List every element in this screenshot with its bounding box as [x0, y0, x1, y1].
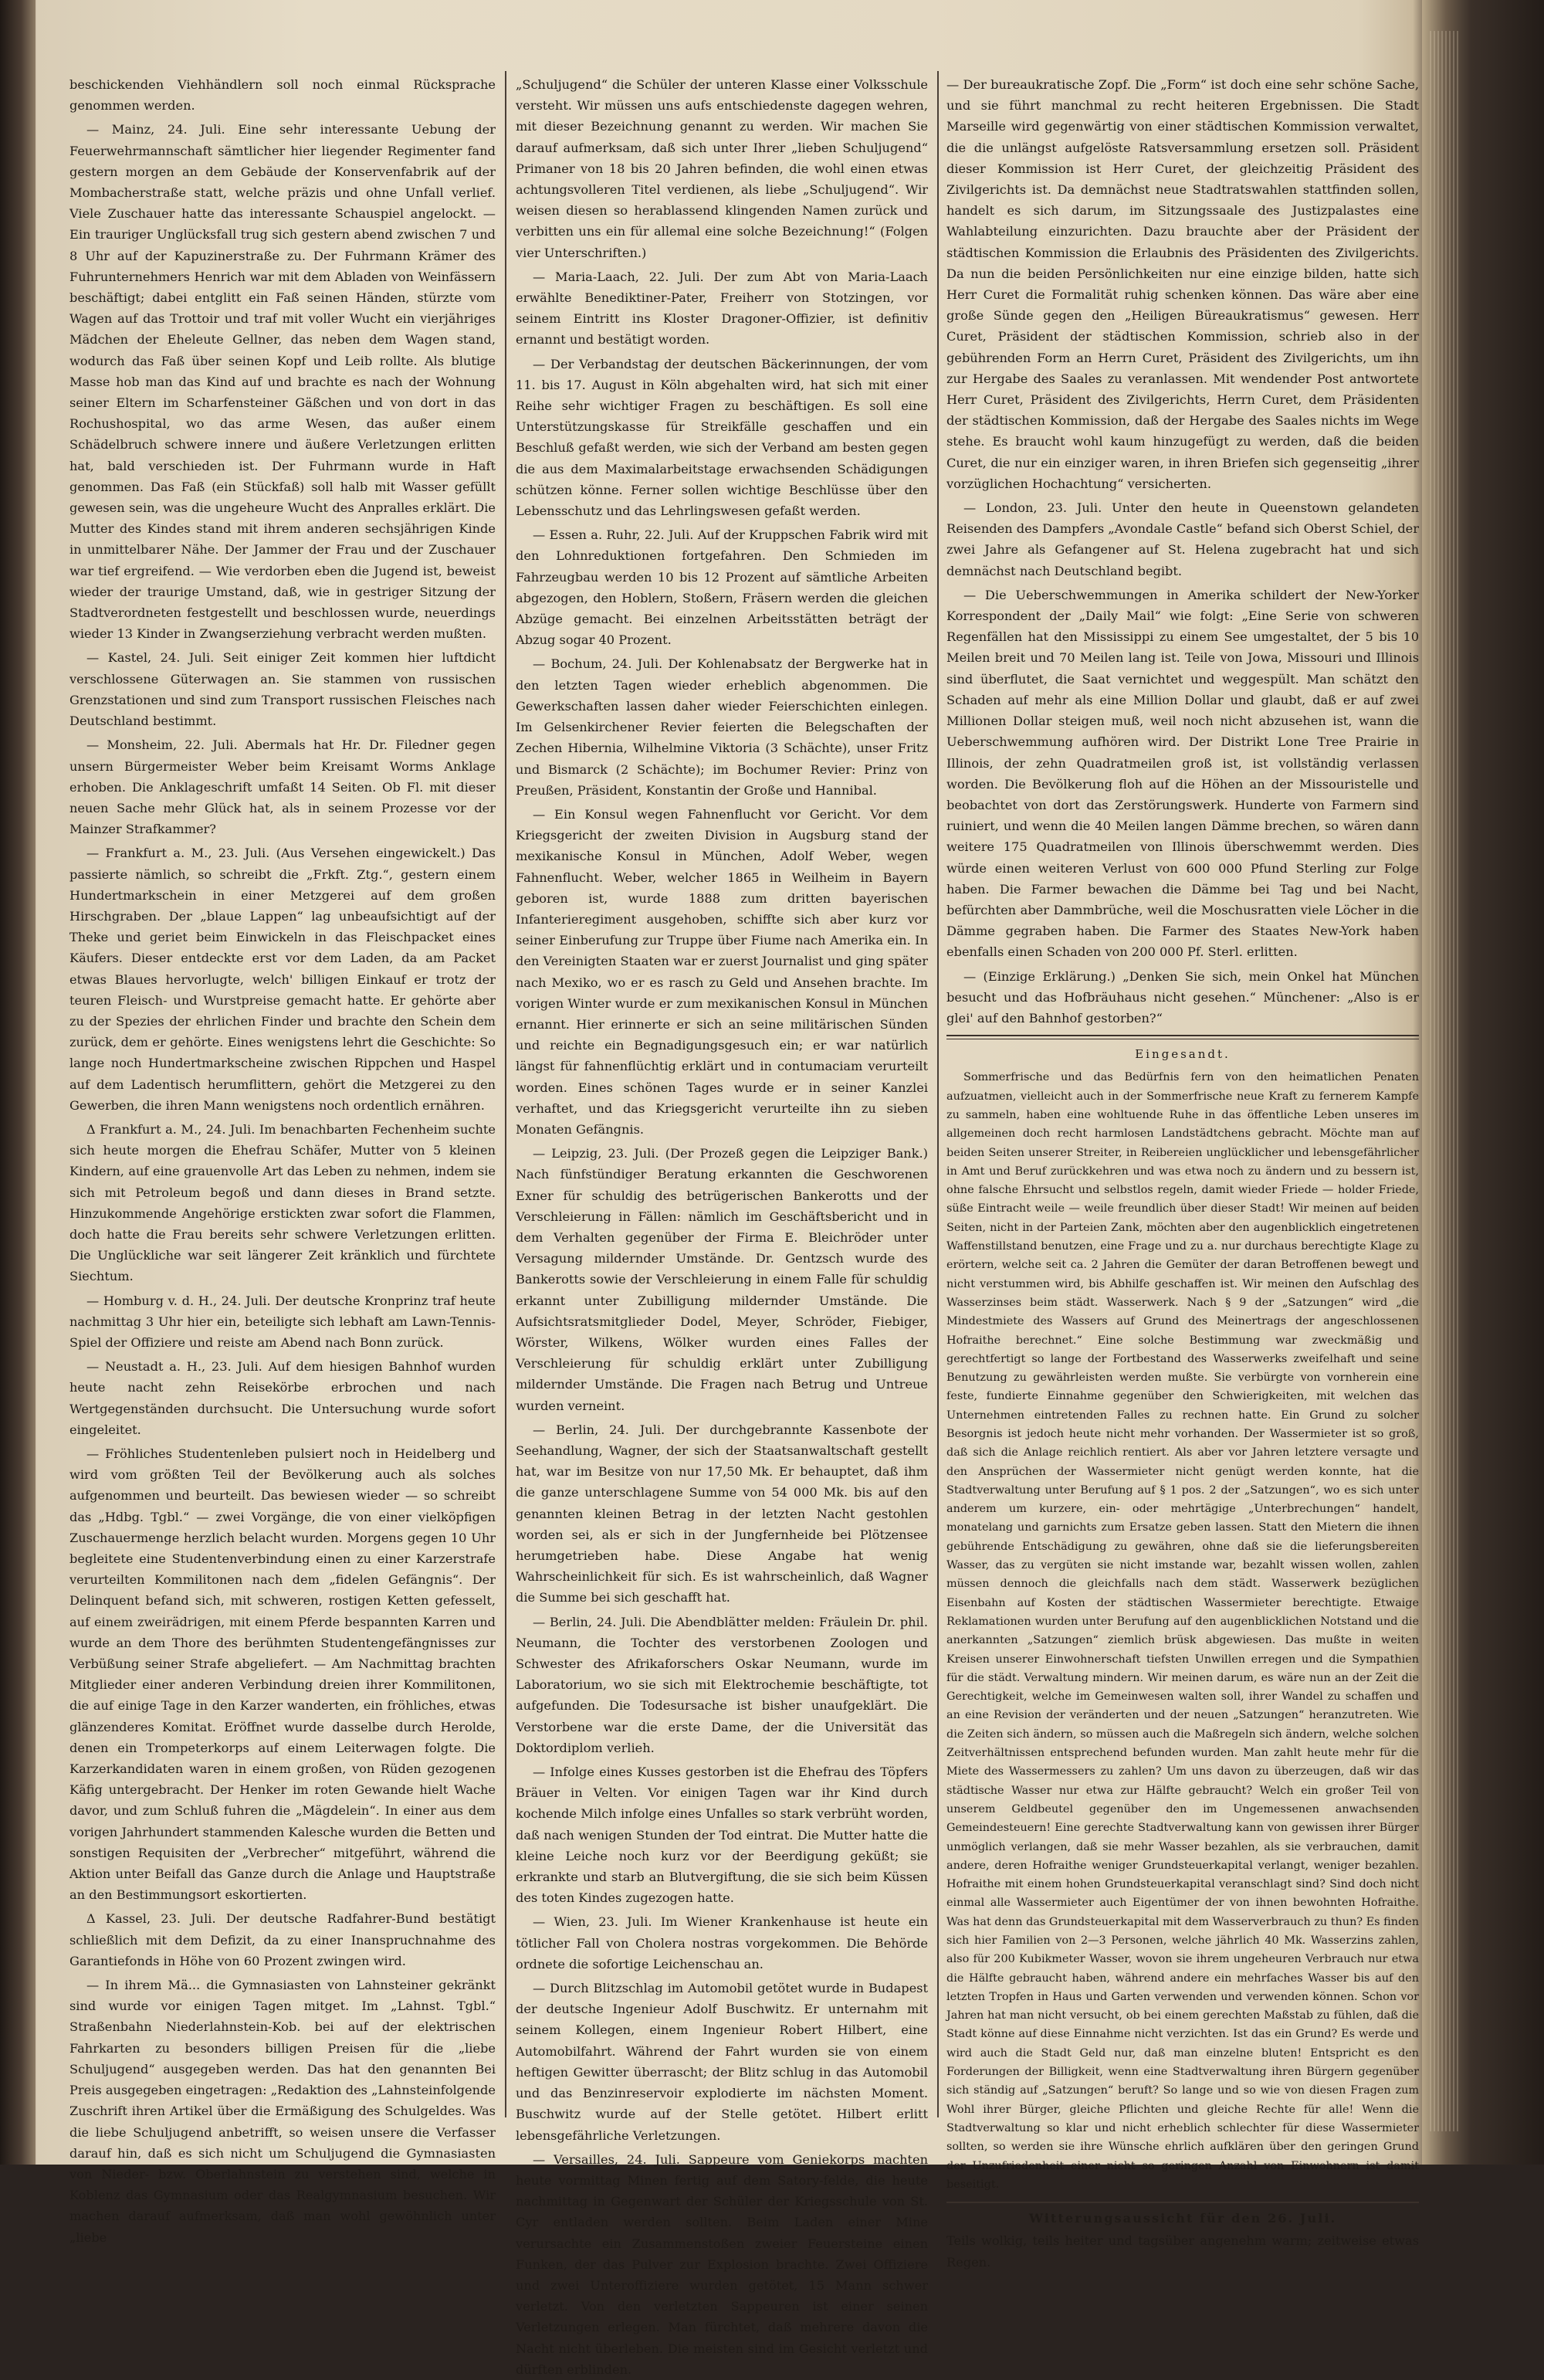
weather-divider: [946, 2202, 1419, 2203]
article-paragraph: — Bochum, 24. Juli. Der Kohlenabsatz der Bergwerke hat in den letzten Tagen wieder erheblich abgenommen. Die Gewerkschaften lassen daher wieder Feierschichten einlegen. Im Gelsenkirchener Revier feierten die Belegschaften der Zechen Hibernia, Wilhelmine Viktoria (3 Schächte), unser Fritz und Bismarck (2 Schächte); im Bochumer Revier: Prinz von Preußen, Präsident, Konstantin der Große und Hannibal.: [516, 656, 928, 798]
article-paragraph: — Frankfurt a. M., 23. Juli. (Aus Versehen eingewickelt.) Das passierte nämlich, so schreibt die „Frkft. Ztg.“, gestern einem Hundertmarkschein in einer Metzgerei auf dem großen Hirschgraben. Der „blaue Lappen“ lag unbeaufsichtigt auf der Theke und geriet beim Einwickeln in das Fleischpacket eines Käufers. Dieser entdeckte erst vor dem Laden, da am Packet etwas Blaues hervorlugte, welch' billigen Einkauf er trotz der teuren Fleisch- und Wurstpreise gemacht hatte. Er gehörte aber zu der Spezies der ehrlichen Finder und brachte den Schein dem zurück, dem er gehörte. Eines wenigstens lehrt die Geschichte: So lange noch Hundertmarkscheine zwischen Rippchen und Haspel auf dem Ladentisch herumflittern, gehört die Metzgerei zu den Gewerben, die ihren Mann wenigstens noch ordentlich ernähren.: [69, 846, 496, 1113]
article-paragraph: Δ Frankfurt a. M., 24. Juli. Im benachbarten Fechenheim suchte sich heute morgen die Ehefrau Schäfer, Mutter von 5 kleinen Kindern, auf eine grauenvolle Art das Leben zu nehmen, indem sie sich mit Petroleum begoß und dann dieses in Brand setzte. Hinzukommende Angehörige erstickten zwar sofort die Flammen, doch hatte die Frau bereits sehr schwere Verletzungen erlitten. Die Unglückliche war seit längerer Zeit kränklich und fürchtete Siechtum.: [69, 1121, 496, 1284]
article-paragraph: — (Einzige Erklärung.) „Denken Sie sich, mein Onkel hat München besucht und das Hofbräuhaus nicht gesehen.“ Münchener: „Also is er glei' auf den Bahnhof gestorben?“: [946, 968, 1419, 1026]
article-paragraph: — In ihrem Mä... die Gymnasiasten von Lahnsteiner gekränkt sind wurde vor einigen Tagen mitget. Im „Lahnst. Tgbl.“ Straßenbahn Niederlahnstein-Kob. bei auf der elektrischen Fahrkarten zu besonders billigen Preisen für die „liebe Schuljugend“ ausgegeben werden. Das hat den genannten Bei Preis ausgegeben eingetragen: „Redaktion des „Lahnsteinfolgende Zuschrift ihren Artikel über die Ermäßigung des Schulgeldes. Was die liebe Schuljugend anbetrifft, so weisen unsere die Verfasser darauf hin, daß es sich nicht um Schuljugend die Gymnasiasten von Nieder- bzw. Oberlahnstein zu verstehen sind, welche in Koblenz das Gymnasium oder das Realgymnasium besuchen. Wir machen darauf aufmerksam, daß man wohl gewöhnlich unter „liebe: [69, 1978, 496, 2245]
article-paragraph: — Berlin, 24. Juli. Die Abendblätter melden: Fräulein Dr. phil. Neumann, die Tochter des verstorbenen Zoologen und Schwester des Afrikaforschers Oskar Neumann, wurde im Laboratorium, wo sie sich mit Elektrochemie beschäftigte, tot aufgefunden. Die Todesursache ist bisher unaufgeklärt. Die Verstorbene war die erste Dame, der die Universität das Doktordiplom verlieh.: [516, 1614, 928, 1755]
article-paragraph: — Infolge eines Kusses gestorben ist die Ehefrau des Töpfers Bräuer in Velten. Vor einigen Tagen war ihr Kind durch kochende Milch infolge eines Unfalles so stark verbrüht worden, daß nach wenigen Stunden der Tod eintrat. Die Mutter hatte die kleine Leiche noch kurz vor der Beerdigung geküßt; sie erkrankte und starb an Blutvergiftung, die sie sich beim Küssen des toten Kindes zugezogen hatte.: [516, 1765, 928, 1906]
eingesandt-heading: Eingesandt.: [1135, 1047, 1231, 1062]
article-paragraph: — Die Ueberschwemmungen in Amerika schildert der New-Yorker Korrespondent der „Daily Mail“ wie folgt: „Eine Serie von schweren Regenfällen hat den Mississippi zu einem See umgestaltet, der 5 bis 10 Meilen breit und 70 Meilen lang ist. Teile von Jowa, Missouri und Illinois sind überflutet, die Saat vernichtet und weggespült. Man schätzt den Schaden auf mehr als eine Million Dollar und glaubt, daß er auf zwei Millionen Dollar steigen muß, weil noch nicht abzusehen ist, wann die Ueberschwemmung aufhören wird. Der Distrikt Lone Tree Prairie in Illinois, der zehn Quadratmeilen groß ist, ist vollständig verlassen worden. Die Bevölkerung floh auf die Höhen an der Missouristelle und beobachtet von dort das Zerstörungswerk. Hunderte von Farmern sind ruiniert, und wenn die 40 Meilen langen Dämme brechen, so wären dann weitere 175 Quadratmeilen von Illinois überschwemmt werden. Dies würde einen weiteren Verlust von 600 000 Pfund Sterling zur Folge haben. Die Farmer bewachen die Dämme bei Tag und bei Nacht, befürchten aber Dammbrüche, weil die Moschusratten viele Löcher in die Dämme gegraben haben. Die Farmer des Staates New-York haben ebenfalls einen Schaden von 200 000 Pf. Sterl. erlitten.: [946, 587, 1419, 960]
weather-heading: Witterungsaussicht für den 26. Juli.: [1028, 2211, 1337, 2226]
article-paragraph: beschickenden Viehhändlern soll noch einmal Rücksprache genommen werden.: [69, 77, 496, 114]
article-paragraph: — Berlin, 24. Juli. Der durchgebrannte Kassenbote der Seehandlung, Wagner, der sich der Staatsanwaltschaft gestellt hat, war im Besitze von nur 17,50 Mk. Er behauptet, daß ihm die ganze unterschlagene Summe von 54 000 Mk. bis auf den genannten kleinen Betrag in der letzten Nacht gestohlen worden sei, als er sich in der Jungfernheide bei Plötzensee herumgetrieben habe. Diese Angabe hat wenig Wahrscheinlichkeit für sich. Es ist wahrscheinlich, daß Wagner die Summe bei sich geschafft hat.: [516, 1422, 928, 1605]
article-paragraph: — Kastel, 24. Juli. Seit einiger Zeit kommen hier luftdicht verschlossene Güterwagen an. Sie stammen von russischen Grenzstationen und sind zum Transport russischen Fleisches nach Deutschland bestimmt.: [69, 650, 496, 729]
article-paragraph: — Monsheim, 22. Juli. Abermals hat Hr. Dr. Filedner gegen unsern Bürgermeister Weber beim Kreisamt Worms Anklage erhoben. Die Anklageschrift umfaßt 14 Seiten. Ob Fl. mit dieser neuen Sache mehr Glück hat, als in seinem Prozesse vor der Mainzer Strafkammer?: [69, 737, 496, 837]
page-stack-lines: [1430, 31, 1461, 2131]
article-paragraph: — Neustadt a. H., 23. Juli. Auf dem hiesigen Bahnhof wurden heute nacht zehn Reisekörbe erbrochen und nach Wertgegenständen durchsucht. Die Untersuchung wurde sofort eingeleitet.: [69, 1359, 496, 1437]
newspaper-page: [66, 48, 1425, 2377]
article-paragraph: „Schuljugend“ die Schüler der unteren Klasse einer Volksschule versteht. Wir müssen uns aufs entschiedenste dagegen wehren, mit dieser Bezeichnung genannt zu werden. Wir machen Sie darauf aufmerksam, daß sich unter Ihrer „lieben Schuljugend“ Primaner von 18 bis 20 Jahren befinden, die wohl einen etwas achtungsvolleren Titel verdienen, als liebe „Schuljugend“. Wir weisen diesen so herablassend klingenden Namen zurück und verbitten uns ein für allemal eine solche Bezeichnung!“ (Folgen vier Unterschriften.): [516, 77, 928, 260]
article-paragraph: — Essen a. Ruhr, 22. Juli. Auf der Kruppschen Fabrik wird mit den Lohnreduktionen fortgefahren. Den Schmieden im Fahrzeugbau werden 10 bis 12 Prozent auf sämtliche Arbeiten abgezogen, den Hoblern, Stoßern, Fräsern werden die gleichen Abzüge gemacht. Bei einzelnen Arbeitsstätten beträgt der Abzug sogar 40 Prozent.: [516, 527, 928, 648]
article-paragraph: — London, 23. Juli. Unter den heute in Queenstown gelandeten Reisenden des Dampfers „Avondale Castle“ befand sich Oberst Schiel, der zwei Jahre als Gefangener auf St. Helena zugebracht hat und sich demnächst nach Deutschland begibt.: [946, 500, 1419, 578]
weather-text: Teils wolkig, teils heiter und tagsüber angenehm warm; zeitweise etwas Regen.: [946, 2233, 1419, 2270]
column-rule-1: [505, 71, 506, 2117]
article-paragraph: Δ Kassel, 23. Juli. Der deutsche Radfahrer-Bund bestätigt schließlich mit dem Defizit, da zu einer Inanspruchnahme des Garantiefonds in Höhe von 60 Prozent zwingen wird.: [69, 1911, 496, 1968]
article-paragraph: — Homburg v. d. H., 24. Juli. Der deutsche Kronprinz traf heute nachmittag 3 Uhr hier ein, beteiligte sich lebhaft am Lawn-Tennis-Spiel der Offiziere und reiste am Abend nach Bonn zurück.: [69, 1293, 496, 1350]
article-paragraph: — Leipzig, 23. Juli. (Der Prozeß gegen die Leipziger Bank.) Nach fünfstündiger Beratung erkannten die Geschworenen Exner für schuldig des betrügerischen Bankerotts und der Verschleierung in Fällen: nämlich im Geschäftsbericht und in dem Verhalten gegenüber der Firma E. Bleichröder unter Versagung mildernder Umstände. Dr. Gentzsch wurde des Bankerotts sowie der Verschleierung in einem Falle für schuldig erkannt unter Zubilligung mildernder Umstände. Die Aufsichtsratsmitglieder Dodel, Meyer, Schröder, Fiebiger, Wörster, Wilkens, Wölker wurden eines Falles der Verschleierung für schuldig erklärt unter Zubilligung mildernder Umstände. Die Fragen nach Betrug und Untreue wurden verneint.: [516, 1146, 928, 1413]
article-paragraph: — Durch Blitzschlag im Automobil getötet wurde in Budapest der deutsche Ingenieur Adolf Buschwitz. Er unternahm mit seinem Kollegen, einem Ingenieur Robert Hilbert, eine Automobilfahrt. Während der Fahrt wurden sie von einem heftigen Gewitter überrascht; der Blitz schlug in das Automobil und das Benzinreservoir explodierte im nächsten Moment. Buschwitz wurde auf der Stelle getötet. Hilbert erlitt lebensgefährliche Verletzungen.: [516, 1981, 928, 2143]
article-paragraph: — Wien, 23. Juli. Im Wiener Krankenhause ist heute ein tötlicher Fall von Cholera nostras vorgekommen. Die Behörde ordnete die sofortige Leichenschau an.: [516, 1914, 928, 1971]
article-paragraph: — Der bureaukratische Zopf. Die „Form“ ist doch eine sehr schöne Sache, und sie führt manchmal zu recht heiteren Ergebnissen. Die Stadt Marseille wird gegenwärtig von einer städtischen Kommission verwaltet, die die unlängst aufgelöste Ratsversammlung ersetzen soll. Präsident dieser Kommission ist Herr Curet, der gleichzeitig Präsident des Zivilgerichts ist. Da demnächst neue Stadtratswahlen stattfinden sollen, handelt es sich darum, im Sitzungssaale des Justizpalastes eine Wahlabteilung einzurichten. Dazu brauchte aber der Präsident der städtischen Kommission die Erlaubnis des Präsidenten des Zivilgerichts. Da nun die beiden Persönlichkeiten nur eine einzige bilden, hatte sich Herr Curet die Formalität ruhig schenken können. Das wäre aber eine große Sünde gegen den „Heiligen Büreaukratismus“ gewesen. Herr Curet, Präsident der städtischen Kommission, schrieb also in der gebührenden Form an Herrn Curet, Präsident des Zivilgerichts, um ihn zur Hergabe des Saales zu veranlassen. Mit wendender Post antwortete Herr Curet, Präsident des Zivilgerichts, Herrn Curet, dem Präsidenten der städtischen Kommission, daß der Hergabe des Saales nichts im Wege stehe. Es braucht wohl kaum hinzugefügt zu werden, daß die beiden Curet, die nur ein einziger waren, in ihren Briefen sich gegenseitig „ihrer vorzüglichen Hochachtung“ versicherten.: [946, 77, 1419, 491]
article-paragraph: — Fröhliches Studentenleben pulsiert noch in Heidelberg und wird vom größten Teil der Bevölkerung auch als solches aufgenommen und beurteilt. Das bewiesen wieder — so schreibt das „Hdbg. Tgbl.“ — zwei Vorgänge, die von einer vielköpfigen Zuschauermenge herzlich belacht wurden. Morgens gegen 10 Uhr begleitete eine Studentenverbindung einen zu einer Karzerstrafe verurteilten Kommilitonen nach dem „fidelen Gefängnis“. Der Delinquent befand sich, mit schweren, rostigen Ketten gefesselt, auf einem zweirädrigen, mit einem Pferde bespannten Karren und wurde an dem Thore des berühmten Studentengefängnisses zur Verbüßung seiner Strafe abgeliefert. — Am Nachmittag brachten Mitglieder einer anderen Verbindung dreien ihrer Kommilitonen, die auf einige Tage in den Karzer wanderten, ein fröhliches, etwas glänzenderes Komitat. Eröffnet wurde dasselbe durch Herolde, denen ein Trompeterkorps auf einem Leiterwagen folgte. Die Karzerkandidaten waren in einem großen, von Rüden gezogenen Käfig untergebracht. Der Henker im roten Gewande hielt Wache davor, und zum Schluß fuhren die „Mägdelein“. In einer aus dem vorigen Jahrhundert stammenden Kalesche wurden die Betten und sonstigen Requisiten der „Verbrecher“ mitgeführt, während die Aktion unter Beifall das Ganze durch die Anlage und Hauptstraße an den Bestimmungsort eskortierten.: [69, 1446, 496, 1903]
column-3: [946, 74, 1419, 2270]
article-paragraph: — Maria-Laach, 22. Juli. Der zum Abt von Maria-Laach erwählte Benediktiner-Pater, Freiherr von Stotzingen, vor seinem Eintritt ins Kloster Dragoner-Offizier, ist definitiv ernannt und bestätigt worden.: [516, 269, 928, 348]
adjacent-page-edge: [0, 0, 36, 2165]
section-divider: [946, 1035, 1419, 1039]
article-paragraph: — Der Verbandstag der deutschen Bäckerinnungen, der vom 11. bis 17. August in Köln abgehalten wird, hat sich mit einer Reihe sehr wichtiger Fragen zu beschäftigen. Es soll eine Unterstützungskasse für Streikfälle geschaffen und ein Beschluß gefaßt werden, wie sich der Verband am besten gegen die aus dem Maximalarbeitstage erwachsenden Schädigungen schützen könne. Ferner sollen wichtige Beschlüsse über den Lebensschutz und das Lehrlingswesen gefaßt werden.: [516, 356, 928, 519]
column-rule-2: [937, 71, 939, 2117]
article-paragraph: — Versailles, 24. Juli. Sappeure vom Geniekorps machten heute vormittag Minen fertig auf dem Satory-felde, die heute nachmittag in Gegenwart der Schüler der Kriegsschule von St. Cyr entladen werden sollten. Beim Laden einer Mine verursachte ein Zusammenstoßen zweier Feuersteine einen Funken, der das Pulver zur Explosion brachte. Zwei Offiziere und zwei Unteroffiziere wurden getötet, 15 Mann schwer verletzt. Von den verletzten Sappeuren ist einer seinen Verletzungen erlegen. Man fürchtet, daß mehrere davon die Nacht nicht überleben. Die meisten sind im Gesicht verletzt und dürften erblinden.: [516, 2151, 928, 2377]
article-paragraph: Sommerfrische und das Bedürfnis fern von den heimatlichen Penaten aufzuatmen, vielleicht auch in der Sommerfrische neue Kraft zu fernerem Kampfe zu sammeln, haben eine wohltuende Ruhe in das öffentliche Leben unseres im allgemeinen doch recht harmlosen Landstädtchens gebracht. Möchte man auf beiden Seiten unserer Streiter, in Reibereien unglücklicher und lebensgefährlicher in Amt und Beruf zurückkehren und was etwa noch zu ändern und zu bessern ist, ohne falsche Ehrsucht und selbstlos regeln, damit wieder Friede — holder Friede, süße Eintracht weile — weile freundlich über dieser Stadt! Wir meinen auf beiden Seiten, nicht in der Parteien Zank, möchten aber den augenblicklich eingetretenen Waffenstillstand benutzen, eine Frage und zu a. nur durchaus berechtigte Klage zu erörtern, welche seit ca. 2 Jahren die Gemüter der daran Betroffenen bewegt und nicht verstummen wird, bis Abhilfe geschaffen ist. Wir meinen den Aufschlag des Wasserzinses beim städt. Wasserwerk. Nach § 9 der „Satzungen“ wird „die Mindestmiete des Wassers auf Grund des Meinertrags der angeschlossenen Hofraithe berechnet.“ Eine solche Bestimmung war zweckmäßig und gerechtfertigt so lange der Fortbestand des Wasserwerks zweifelhaft und seine Benutzung zu gewährleisten werden mußte. Sie verbürgte von vornherein eine feste, fundierte Einnahme gegenüber den Schwierigkeiten, mit welchen das Unternehmen eintretenden Falles zu rechnen hatte. Ein Grund zu solcher Besorgnis ist jedoch heute nicht mehr vorhanden. Der Wassermieter ist so groß, daß sich die Anlage reichlich rentiert. Als aber vor Jahren letztere versagte und den Ansprüchen der Wassermieter nicht genügt werden konnte, hat die Stadtverwaltung unter Berufung auf § 1 pos. 2 der „Satzungen“, wo es sich unter anderem um kurzere, ein- oder mehrtägige „Unterbrechungen“ handelt, monatelang und garnichts zum Ersatze geben lassen. Statt den Mietern die ihnen gebührende Entschädigung zu gewähren, ohne daß sie die lieferungsbereiten Wasser, das zu vergüten sie nicht imstande war, bezahlt wissen wollen, zahlen müssen dennoch die gleichfalls nach dem städt. Wasserwerk bezüglichen Eisenbahn auf Kosten der städtischen Wassermieter berechtigte. Etwaige Reklamationen wurden unter Berufung auf den augenblicklichen Notstand und die anerkannten „Satzungen“ ziemlich brüsk abgewiesen. Das mußte in weiten Kreisen unserer Einwohnerschaft tiefsten Unwillen erregen und die Sympathien für die städt. Verwaltung mindern. Wir meinen darum, es wäre nun an der Zeit die Gerechtigkeit, welche im Gemeinwesen walten soll, ihrer Wandel zu schaffen und an eine Revision der veränderten und der neuen „Satzungen“ heranzutreten. Wie die Zeiten sich ändern, so müssen auch die Maßregeln sich ändern, welche solchen Zeitverhältnissen entsprechend befunden wurden. Man zahlt heute mehr für die Miete des Wassermessers zu zahlen? Um uns davon zu überzeugen, daß wir das städtische Wasser nur etwa zur Hälfte gebraucht? Welch ein großer Teil von unserem Geldbeutel gegenüber den im Ungemessenen anwachsenden Gemeindesteuern! Eine gerechte Stadtverwaltung kann von gewissen ihrer Bürger unmöglich verlangen, daß sie mehr Wasser bezahlen, als sie verbrauchen, damit andere, deren Hofraithe weniger Grundsteuerkapital verlangt, weniger bezahlen. Hofraithe mit einem hohen Grundsteuerkapital veranschlagt sind? Sind doch nicht einmal alle Wassermieter auch Eigentümer der von ihnen bewohnten Hofraithe. Was hat denn das Grundsteuerkapital mit dem Wasserverbrauch zu thun? Es finden sich hier Familien von 2—3 Personen, welche jährlich 40 Mk. Wasserzins zahlen, also für 200 Kubikmeter Wasser, wovon sie ihrem ungeheuren Verbrauch nur etwa die Hälfte gebraucht haben, während andere ein mehrfaches Wasser bis auf den letzten Tropfen in Haus und Garten verwenden und verwenden können. Schon vor Jahren hat man nicht versucht, ob bei einem gerechten Maßstab zu fühlen, daß die Stadt könne auf diese Einnahme nicht verzichten. Ist das ein Grund? Es werde und wird auch die Stadt Geld nur, daß man einzelne bluten! Entspricht es den Forderungen der Billigkeit, wenn eine Stadtverwaltung ihren Bürgern gegenüber sich ständig auf „Satzungen“ beruft? So lange und so wie von diesen Fragen zum Wohl ihrer Bürger, gleiche Pflichten und gleiche Rechte für alle! Wenn die Stadtverwaltung so klar und nicht erheblich schlechter für diese Wassermieter sollten, so werden sie ihre Wünsche ehrlich aufklären über den geringen Grund der Unzufriedenheit einer nicht so geringen Anzahl von Einwohnern ist damit beseitigt.: [946, 1071, 1419, 2191]
column-2: [516, 74, 928, 2377]
eingesandt-body: [946, 1068, 1419, 2194]
article-paragraph: — Ein Konsul wegen Fahnenflucht vor Gericht. Vor dem Kriegsgericht der zweiten Division in Augsburg stand der mexikanische Konsul in München, Adolf Weber, wegen Fahnenflucht. Weber, welcher 1865 in Weilheim in Bayern geboren ist, wurde 1888 zum dritten bayerischen Infanterieregiment ausgehoben, schiffte sich aber kurz vor seiner Einberufung zur Truppe über Fiume nach Amerika ein. In den Vereinigten Staaten war er zuerst Journalist und ging später nach Mexiko, wo er es rasch zu Geld und Ansehen brachte. Im vorigen Winter wurde er zum mexikanischen Konsul in München ernannt. Hier erinnerte er sich an seine militärischen Sünden und reichte ein Begnadigungsgesuch ein; er war natürlich längst für fahnenflüchtig erklärt und in contumaciam verurteilt worden. Eines schönen Tages wurde er in seiner Kanzlei verhaftet, und das Kriegsgericht verurteilte ihn zu sieben Monaten Gefängnis.: [516, 806, 928, 1137]
article-paragraph: — Mainz, 24. Juli. Eine sehr interessante Uebung der Feuerwehrmannschaft sämtlicher hier liegender Regimenter fand gestern morgen an dem Gebäude der Konservenfabrik auf der Mombacherstraße statt, welche präzis und ohne Unfall verlief. Viele Zuschauer hatte das interessante Schauspiel angelockt. — Ein trauriger Unglücksfall trug sich gestern abend zwischen 7 und 8 Uhr auf der Kapuzinerstraße zu. Der Fuhrmann Krämer des Fuhrunternehmers Henrich war mit dem Abladen von Weinfässern beschäftigt; dabei entglitt ein Faß seinen Händen, stürzte vom Wagen auf das Trottoir und traf mit voller Wucht ein vierjähriges Mädchen der Eheleute Gellner, das neben dem Wagen stand, wodurch das Faß über seinen Kopf und Leib rollte. Als blutige Masse hob man das Kind auf und brachte es nach der Wohnung seiner Eltern im Scharfensteiner Gäßchen und von dort in das Rochushospital, wo das arme Wesen, das außer einem Schädelbruch schwere innere und äußere Verletzungen erlitten hat, bald verschieden ist. Der Fuhrmann wurde in Haft genommen. Das Faß (ein Stückfaß) soll halb mit Wasser gefüllt gewesen sein, was die ungeheure Wucht des Anpralles erklärt. Die Mutter des Kindes stand mit ihrem anderen sechsjährigen Kinde in unmittelbarer Nähe. Der Jammer der Frau und der Zuschauer war tief ergreifend. — Wie verdorben eben die Jugend ist, beweist wieder der traurige Umstand, daß, wie in gestriger Sitzung der Stadtverordneten festgestellt und beschlossen wurde, neuerdings wieder 13 Kinder in Zwangserziehung verbracht werden mußten.: [69, 122, 496, 642]
column-1: [69, 74, 496, 2245]
